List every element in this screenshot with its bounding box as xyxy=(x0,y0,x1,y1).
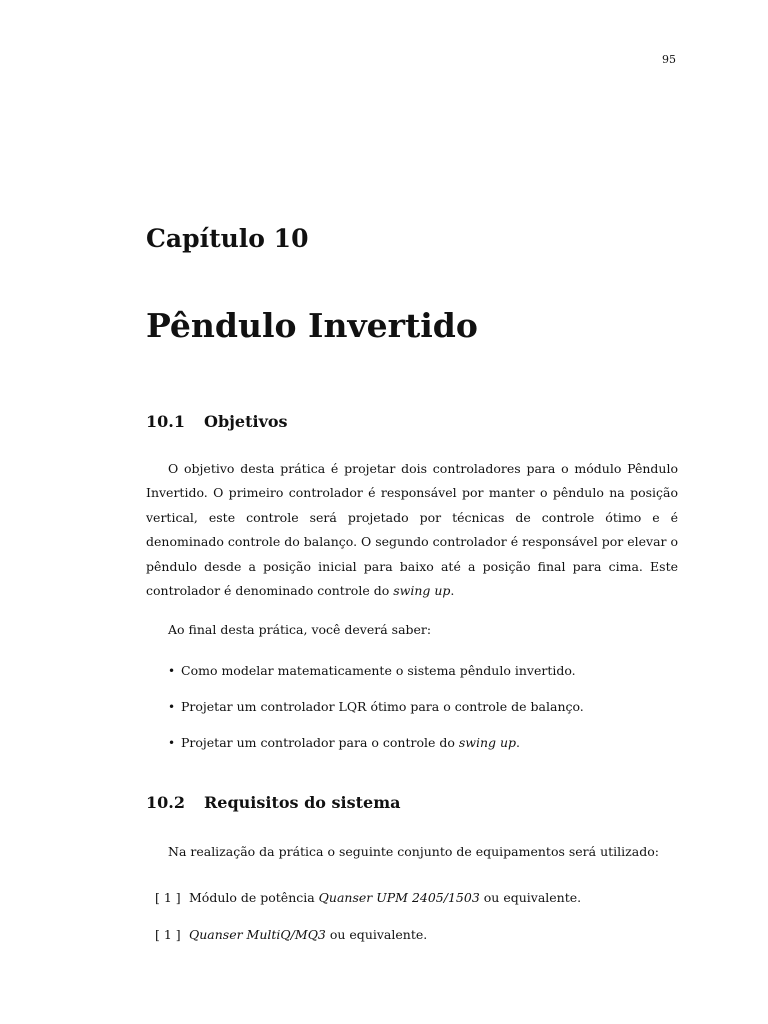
learning-goals-list xyxy=(146,659,678,767)
section-title: Requisitos do sistema xyxy=(204,793,401,812)
equipment-model: Quanser UPM 2405/1503 xyxy=(318,890,480,905)
paragraph-objective xyxy=(146,457,678,603)
list-item-text-end: . xyxy=(516,735,521,750)
emphasis-text: swing up xyxy=(393,583,451,599)
chapter-title: Pêndulo Invertido xyxy=(146,306,478,345)
chapter-label: Capítulo 10 xyxy=(146,224,309,253)
equipment-quantity: [ 1 ] xyxy=(155,927,181,942)
section-number: 10.2 xyxy=(146,793,185,812)
paragraph-requisitos: Na realização da prática o seguinte conjunto de equipamentos será utilizado: xyxy=(168,844,659,859)
list-item xyxy=(146,695,678,719)
emphasis-text: swing up xyxy=(458,735,517,750)
list-item xyxy=(146,731,678,755)
list-item-text: Como modelar matematicamente o sistema pêndulo invertido. xyxy=(181,663,576,678)
list-item-text: Projetar um controlador para o controle do xyxy=(181,735,459,750)
equipment-text-end: ou equivalente. xyxy=(325,927,428,942)
bullet-icon: • xyxy=(168,736,176,750)
equipment-item xyxy=(146,923,678,947)
bullet-icon: • xyxy=(168,664,176,678)
equipment-text-end: ou equivalente. xyxy=(479,890,582,905)
equipment-item xyxy=(146,886,678,910)
equipment-model: Quanser MultiQ/MQ3 xyxy=(189,927,326,942)
bullet-icon: • xyxy=(168,700,176,714)
list-item-text: Projetar um controlador LQR ótimo para o controle de balanço. xyxy=(181,699,584,714)
paragraph-learning-intro: Ao final desta prática, você deverá saber: xyxy=(168,622,432,637)
section-heading-requisitos xyxy=(146,793,401,812)
list-item xyxy=(146,659,678,683)
section-title: Objetivos xyxy=(204,412,288,431)
equipment-quantity: [ 1 ] xyxy=(155,890,181,905)
section-heading-objetivos xyxy=(146,412,288,431)
paragraph-text-end: . xyxy=(450,583,455,599)
paragraph-text: O objetivo desta prática é projetar dois controladores para o módulo Pêndulo Invertido. O primeiro controlador é responsável por manter o pêndulo na posição vertical, este controle será projetado por técnicas de controle ótimo e é denominado controle do balanço. O segundo controlador é responsável por elevar o pêndulo desde a posição inicial para baixo até a posição final para cima. Este controlador é denominado controle do xyxy=(146,461,678,599)
equipment-text: Módulo de potência xyxy=(189,890,319,905)
section-number: 10.1 xyxy=(146,412,185,431)
equipment-list xyxy=(146,886,678,960)
page-number: 95 xyxy=(662,53,676,66)
